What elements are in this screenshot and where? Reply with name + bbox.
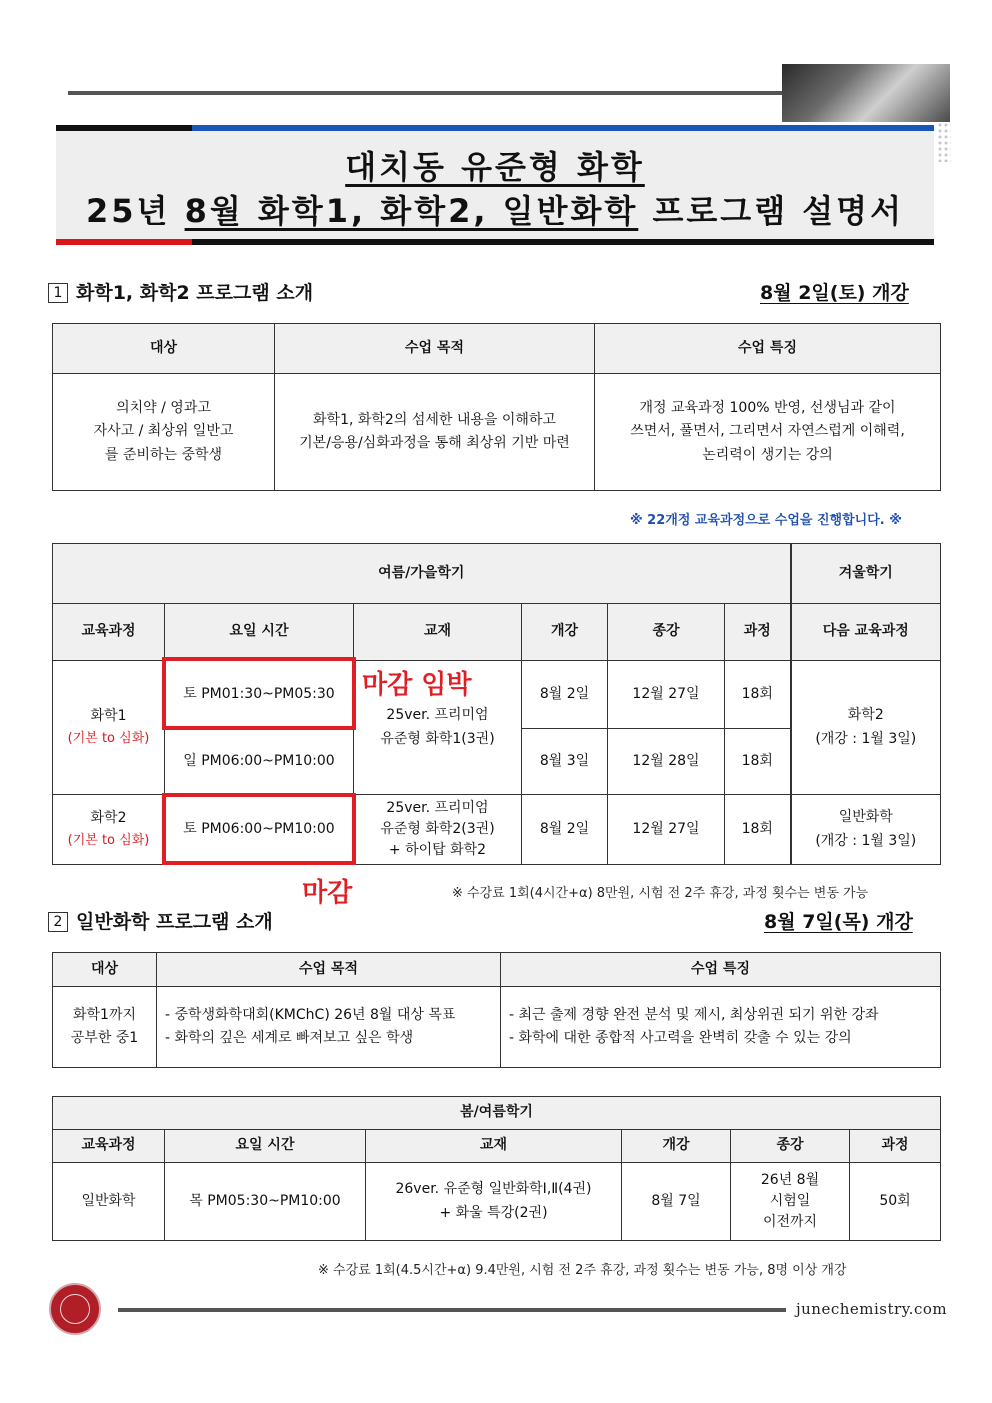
chem1-end-2: 12월 28일	[608, 729, 725, 795]
header-target: 대상	[53, 324, 275, 374]
genchem-textbook: 26ver. 유준형 일반화학Ⅰ,Ⅱ(4권) + 화울 특강(2권)	[366, 1163, 622, 1241]
chem2-textbook: 25ver. 프리미엄 유준형 화학2(3권) + 하이탑 화학2	[354, 795, 522, 865]
intro-features: - 최근 출제 경향 완전 분석 및 제시, 최상위권 되기 위한 강좌 - 화학에 대한 종합적 사고력을 완벽히 갖출 수 있는 강의	[501, 987, 941, 1068]
col-time: 요일 시간	[165, 604, 354, 661]
group-winter: 겨울학기	[791, 544, 941, 604]
genchem-start: 8월 7일	[622, 1163, 731, 1241]
title-accent-blue	[192, 125, 934, 131]
section2-fee-note: ※ 수강료 1회(4.5시간+α) 9.4만원, 시험 전 2주 휴강, 과정 횟수는 변동 가능, 8명 이상 개강	[318, 1263, 847, 1278]
group-summer-fall: 여름/가을학기	[53, 544, 791, 604]
col-start: 개강	[622, 1130, 731, 1163]
group-spring-summer: 봄/여름학기	[53, 1097, 941, 1130]
dot-pattern	[937, 122, 951, 162]
col-textbook: 교재	[366, 1130, 622, 1163]
chem1-sessions-2: 18회	[725, 729, 791, 795]
intro-purpose: 화학1, 화학2의 섬세한 내용을 이해하고 기본/응용/심화과정을 통해 최상위 기반 마련	[275, 374, 595, 491]
chem1-time-sat: 토 PM01:30~PM05:30	[165, 661, 354, 729]
title-accent-bottom	[192, 239, 934, 245]
section2-heading: 2 일반화학 프로그램 소개	[48, 907, 273, 934]
title-accent-red	[56, 239, 192, 245]
chem1-next: 화학2 (개강 : 1월 3일)	[791, 661, 941, 795]
closing-soon-highlight	[162, 657, 356, 730]
genchem-end: 26년 8월 시험일 이전까지	[731, 1163, 850, 1241]
intro-target: 화학1까지 공부한 중1	[53, 987, 157, 1068]
chem2-course: 화학2 (기본 to 심화)	[53, 795, 165, 865]
col-end: 종강	[731, 1130, 850, 1163]
closed-highlight	[162, 793, 356, 865]
footer-website: junechemistry.com	[796, 1300, 948, 1318]
closed-badge: 마감	[302, 878, 353, 908]
col-textbook: 교재	[354, 604, 522, 661]
curriculum-note: ※ 22개정 교육과정으로 수업을 진행합니다. ※	[630, 513, 902, 528]
closing-soon-badge: 마감 임박	[362, 670, 472, 700]
col-next-course: 다음 교육과정	[791, 604, 941, 661]
chem1-start-2: 8월 3일	[522, 729, 608, 795]
col-end: 종강	[608, 604, 725, 661]
section2-schedule-table	[52, 1096, 941, 1241]
chem1-sessions-1: 18회	[725, 661, 791, 729]
section1-number: 1	[48, 283, 68, 303]
chem2-start: 8월 2일	[522, 795, 608, 865]
page-subtitle: 25년 8월 화학1, 화학2, 일반화학 프로그램 설명서	[85, 192, 904, 230]
genchem-sessions: 50회	[850, 1163, 941, 1241]
col-time: 요일 시간	[165, 1130, 366, 1163]
intro-features: 개정 교육과정 100% 반영, 선생님과 같이 쓰면서, 풀면서, 그리면서 자연스럽게 이해력, 논리력이 생기는 강의	[595, 374, 941, 491]
chem2-time-sat: 토 PM06:00~PM10:00	[165, 795, 354, 865]
col-sessions: 과정	[850, 1130, 941, 1163]
section1-fee-note: ※ 수강료 1회(4시간+α) 8만원, 시험 전 2주 휴강, 과정 횟수는 변동 가능	[452, 886, 869, 901]
title-accent-dark	[56, 125, 192, 131]
top-divider	[68, 91, 782, 95]
header-purpose: 수업 목적	[157, 953, 501, 987]
intro-purpose: - 중학생화학대회(KMChC) 26년 8월 대상 목표 - 화학의 깊은 세계로 빠져보고 싶은 학생	[157, 987, 501, 1068]
chem1-textbook: 25ver. 프리미엄 유준형 화학1(3권)	[354, 661, 522, 795]
header-features: 수업 특징	[501, 953, 941, 987]
chem1-course: 화학1 (기본 to 심화)	[53, 661, 165, 795]
section2-intro-table	[52, 952, 941, 1068]
footer-divider	[118, 1308, 786, 1312]
section1-heading: 1 화학1, 화학2 프로그램 소개	[48, 278, 313, 305]
section2-number: 2	[48, 912, 68, 932]
chem1-end-1: 12월 27일	[608, 661, 725, 729]
intro-target: 의치약 / 영과고 자사고 / 최상위 일반고 를 준비하는 중학생	[53, 374, 275, 491]
header-target: 대상	[53, 953, 157, 987]
col-start: 개강	[522, 604, 608, 661]
col-course: 교육과정	[53, 1130, 165, 1163]
section1-intro-table	[52, 323, 941, 491]
genchem-course: 일반화학	[53, 1163, 165, 1241]
chem2-end: 12월 27일	[608, 795, 725, 865]
header-features: 수업 특징	[595, 324, 941, 374]
col-sessions: 과정	[725, 604, 791, 661]
corner-decoration	[782, 64, 950, 122]
col-course: 교육과정	[53, 604, 165, 661]
page-title: 대치동 유준형 화학	[345, 148, 645, 186]
header-purpose: 수업 목적	[275, 324, 595, 374]
academy-logo-icon	[49, 1283, 101, 1335]
section2-start-date: 8월 7일(목) 개강	[764, 911, 913, 933]
section1-start-date: 8월 2일(토) 개강	[760, 282, 909, 304]
table-row	[53, 1163, 941, 1241]
chem1-start-1: 8월 2일	[522, 661, 608, 729]
genchem-time: 목 PM05:30~PM10:00	[165, 1163, 366, 1241]
chem1-time-sun: 일 PM06:00~PM10:00	[165, 729, 354, 795]
chem2-sessions: 18회	[725, 795, 791, 865]
chem2-next: 일반화학 (개강 : 1월 3일)	[791, 795, 941, 865]
